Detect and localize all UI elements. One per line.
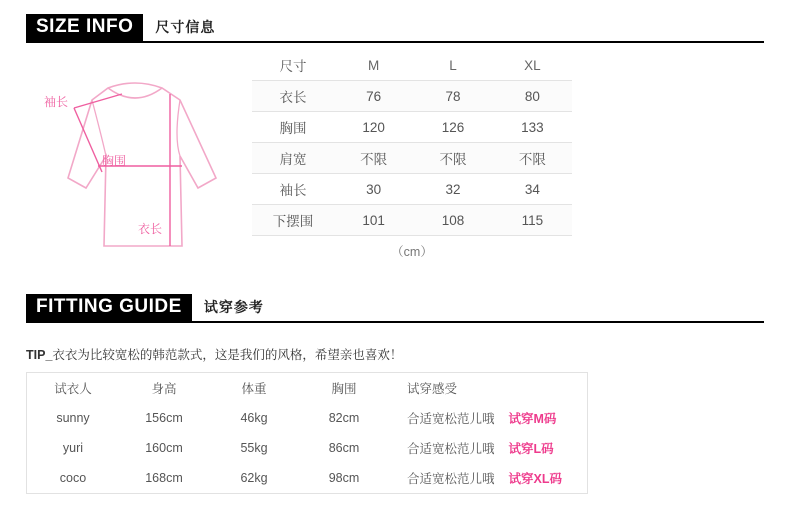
size-row-l: 32 [413, 174, 492, 205]
table-row [27, 463, 587, 493]
size-table [252, 50, 572, 266]
fitting-header-model: 试衣人 [54, 382, 92, 396]
size-row-m: 76 [334, 81, 413, 112]
size-table-header-3: XL [493, 50, 572, 81]
fitting-feel-note: 合适宽松范儿哦 [407, 442, 495, 456]
size-row-xl: 133 [493, 112, 572, 143]
fitting-model-name: sunny [56, 411, 90, 425]
fitting-guide-subtitle: 试穿参考 [203, 299, 264, 316]
fitting-guide-divider [26, 321, 764, 323]
size-row-label: 下摆围 [252, 205, 334, 236]
fitting-table-wrapper [26, 372, 588, 494]
size-info-section-header [26, 14, 215, 41]
fitting-model-bust: 86cm [328, 441, 360, 455]
fitting-header-height: 身高 [151, 382, 177, 396]
fitting-guide-tag: FITTING GUIDE [26, 294, 192, 321]
fitting-model-name: coco [59, 471, 87, 485]
size-row-l: 108 [413, 205, 492, 236]
fitting-guide-section-header [26, 294, 264, 321]
table-row [252, 174, 572, 205]
fitting-model-feel [389, 463, 587, 493]
table-row [27, 403, 587, 433]
size-row-l: 126 [413, 112, 492, 143]
table-row [252, 112, 572, 143]
size-table-header-1: M [334, 50, 413, 81]
size-table-header-row [252, 50, 572, 81]
fitting-header-bust: 胸围 [331, 382, 357, 396]
tip-text [26, 345, 402, 363]
size-row-m: 120 [334, 112, 413, 143]
fitting-model-name: yuri [62, 441, 84, 455]
fitting-model-feel [389, 433, 587, 463]
fitting-model-weight: 46kg [240, 411, 268, 425]
fitting-model-feel [389, 403, 587, 433]
fitting-header-weight: 体重 [241, 382, 267, 396]
size-row-xl: 80 [493, 81, 572, 112]
fitting-model-weight: 55kg [240, 441, 268, 455]
size-table-header-0: 尺寸 [252, 50, 334, 81]
tip-body: 衣衣为比较宽松的韩范款式，这是我们的风格，希望亲也喜欢！ [52, 348, 403, 362]
size-row-m: 30 [334, 174, 413, 205]
fitting-table-header-row [27, 373, 587, 403]
fitting-table [27, 373, 587, 493]
fitting-model-weight: 62kg [240, 471, 268, 485]
fitting-feel-size: 试穿XL码 [508, 472, 562, 486]
table-row [252, 81, 572, 112]
fitting-feel-size: 试穿M码 [508, 412, 557, 426]
garment-outline-icon [30, 60, 240, 250]
size-row-label: 袖长 [252, 174, 334, 205]
fitting-model-height: 168cm [145, 471, 183, 485]
size-info-tag: SIZE INFO [26, 14, 143, 41]
size-row-l: 78 [413, 81, 492, 112]
diagram-label-length: 衣长 [138, 222, 163, 236]
garment-diagram [30, 60, 240, 250]
table-row [252, 205, 572, 236]
size-row-xl: 115 [493, 205, 572, 236]
fitting-model-height: 156cm [145, 411, 183, 425]
size-row-label: 衣长 [252, 81, 334, 112]
fitting-model-bust: 82cm [328, 411, 360, 425]
size-row-xl: 不限 [493, 143, 572, 174]
table-row [252, 143, 572, 174]
table-row [27, 433, 587, 463]
size-row-m: 101 [334, 205, 413, 236]
fitting-feel-size: 试穿L码 [508, 442, 554, 456]
size-row-label: 肩宽 [252, 143, 334, 174]
fitting-feel-note: 合适宽松范儿哦 [407, 412, 495, 426]
size-table-unit-row [252, 236, 572, 267]
fitting-model-height: 160cm [145, 441, 183, 455]
fitting-header-feel: 试穿感受 [407, 382, 458, 396]
diagram-label-bust: 胸围 [102, 154, 127, 168]
size-table-header-2: L [413, 50, 492, 81]
fitting-model-bust: 98cm [328, 471, 360, 485]
fitting-feel-note: 合适宽松范儿哦 [407, 472, 495, 486]
diagram-label-sleeve: 袖长 [44, 95, 69, 109]
size-info-subtitle: 尺寸信息 [155, 19, 216, 36]
tip-prefix: TIP_ [26, 348, 53, 362]
size-row-label: 胸围 [252, 112, 334, 143]
size-row-m: 不限 [334, 143, 413, 174]
size-row-xl: 34 [493, 174, 572, 205]
size-info-divider [26, 41, 764, 43]
size-table-unit: （cm） [391, 245, 433, 259]
size-row-l: 不限 [413, 143, 492, 174]
